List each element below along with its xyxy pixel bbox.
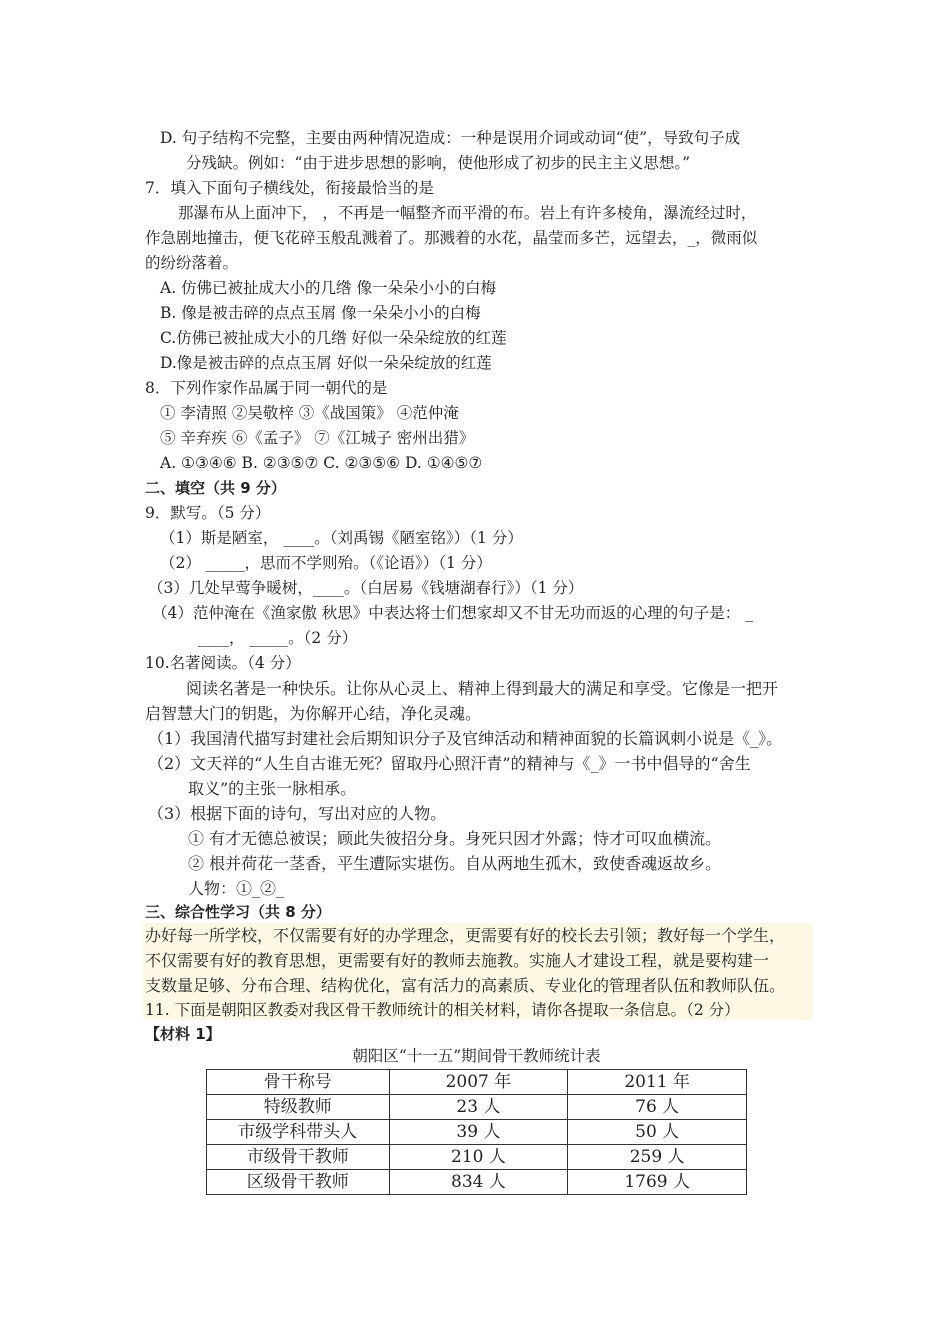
q10-item-1: （1）我国清代描写封建社会后期知识分子及官绅活动和精神面貌的长篇讽刺小说是《_》。 xyxy=(148,729,783,748)
table-cell: 市级学科带头人 xyxy=(207,1120,390,1145)
table-header-cell: 骨干称号 xyxy=(207,1070,390,1095)
q7-passage-line3: 的纷纷落着。 xyxy=(145,254,239,272)
section2-heading: 二、填空（共 9 分） xyxy=(145,479,286,497)
table-cell: 特级教师 xyxy=(207,1095,390,1120)
q10-item-2-line2: 取义”的主张一脉相承。 xyxy=(188,779,357,798)
table-header-cell: 2011 年 xyxy=(568,1070,747,1095)
q7-title: 7．填入下面句子横线处，衔接最恰当的是 xyxy=(145,179,434,197)
table-row xyxy=(207,1095,747,1120)
q7-option-d: D.像是被击碎的点点玉屑 好似一朵朵绽放的红莲 xyxy=(160,354,492,372)
material-label: 【材料 1】 xyxy=(145,1025,221,1043)
q8-options: A. ①③④⑥ B. ②③⑤⑦ C. ②③⑤⑥ D. ①④⑤⑦ xyxy=(160,454,483,472)
q9-item-3: （3）几处早莺争暖树，____。（白居易《钱塘湖春行》）（1 分） xyxy=(148,579,584,597)
q8-items-line1: ① 李清照 ②吴敬梓 ③《战国策》 ④范仲淹 xyxy=(160,404,459,422)
q6-option-d-line1: D. 句子结构不完整，主要由两种情况造成：一种是误用介词或动词“使”，导致句子成 xyxy=(160,129,741,147)
table-header-row xyxy=(207,1070,747,1095)
section3-heading: 三、综合性学习（共 8 分） xyxy=(145,903,331,921)
table-row xyxy=(207,1120,747,1145)
q11-title: 11. 下面是朝阳区教委对我区骨干教师统计的相关材料，请你各提取一条信息。（2 分） xyxy=(145,1001,740,1019)
table-cell: 50 人 xyxy=(568,1120,747,1145)
q9-title: 9．默写。（5 分） xyxy=(145,504,271,522)
table-row xyxy=(207,1145,747,1170)
q7-option-c: C.仿佛已被扯成大小的几绺 好似一朵朵绽放的红莲 xyxy=(160,329,507,347)
table-cell: 区级骨干教师 xyxy=(207,1170,390,1195)
table-header-cell: 2007 年 xyxy=(389,1070,568,1095)
section3-paragraph-line3: 支数量足够、分布合理、结构优化，富有活力的高素质、专业化的管理者队伍和教师队伍。 xyxy=(145,976,786,995)
table-cell: 210 人 xyxy=(389,1145,568,1170)
q8-title: 8．下列作家作品属于同一朝代的是 xyxy=(145,379,388,397)
q9-item-2: （2） _____，思而不学则殆。（《论语》）（1 分） xyxy=(160,554,492,572)
table-cell: 1769 人 xyxy=(568,1170,747,1195)
table-cell: 市级骨干教师 xyxy=(207,1145,390,1170)
q10-item-3: （3）根据下面的诗句，写出对应的人物。 xyxy=(148,804,447,823)
q9-item-4-line1: （4）范仲淹在《渔家傲 秋思》中表达将士们想家却又不甘无功而返的心理的句子是： _ xyxy=(152,604,753,622)
q9-item-1: （1）斯是陋室， ____。（刘禹锡《陋室铭》）（1 分） xyxy=(160,529,523,547)
table-cell: 23 人 xyxy=(389,1095,568,1120)
q8-items-line2: ⑤ 辛弃疾 ⑥《孟子》 ⑦《江城子 密州出猎》 xyxy=(160,429,475,447)
section3-paragraph-line2: 不仅需要有好的教育思想，更需要有好的教师去施教。实施人才建设工程，就是要构建一 xyxy=(145,951,770,970)
q10-paragraph-line2: 启智慧大门的钥匙，为你解开心结，净化灵魂。 xyxy=(145,704,482,723)
q7-passage-line1: 那瀑布从上面冲下， ，不再是一幅整齐而平滑的布。岩上有许多棱角，瀑流经过时， xyxy=(178,204,757,222)
teacher-stats-table xyxy=(206,1069,747,1195)
table-cell: 259 人 xyxy=(568,1145,747,1170)
poem-1: ① 有才无德总被误；顾此失彼招分身。身死只因才外露；恃才可叹血横流。 xyxy=(188,829,722,848)
q10-item-2-line1: （2）文天祥的“人生自古谁无死？留取丹心照汗青”的精神与《_》一书中倡导的“舍生 xyxy=(148,754,751,773)
q10-title: 10.名著阅读。（4 分） xyxy=(145,654,301,672)
q7-option-a: A. 仿佛已被扯成大小的几绺 像一朵朵小小的白梅 xyxy=(160,279,496,297)
table-cell: 834 人 xyxy=(389,1170,568,1195)
q6-option-d-line2: 分残缺。例如：“由于进步思想的影响，使他形成了初步的民主主义思想。” xyxy=(186,154,691,172)
section3-paragraph-line1: 办好每一所学校，不仅需要有好的办学理念，更需要有好的校长去引领；教好每一个学生， xyxy=(145,926,786,945)
q9-item-4-line2: ____， _____。（2 分） xyxy=(198,629,358,647)
persons-answer: 人物：①_②_ xyxy=(188,879,285,898)
table-cell: 39 人 xyxy=(389,1120,568,1145)
poem-2: ② 根并荷花一茎香，平生遭际实堪伤。自从两地生孤木，致使香魂返故乡。 xyxy=(188,854,722,873)
table-cell: 76 人 xyxy=(568,1095,747,1120)
table-row xyxy=(207,1170,747,1195)
q7-option-b: B. 像是被击碎的点点玉屑 像一朵朵小小的白梅 xyxy=(160,304,481,322)
table-title: 朝阳区“十一五”期间骨干教师统计表 xyxy=(352,1047,601,1065)
q10-paragraph-line1: 阅读名著是一种快乐。让你从心灵上、精神上得到最大的满足和享受。它像是一把开 xyxy=(186,679,779,698)
q7-passage-line2: 作急剧地撞击，便飞花碎玉般乱溅着了。那溅着的水花，晶莹而多芒，远望去，_，微雨似 xyxy=(145,229,758,247)
